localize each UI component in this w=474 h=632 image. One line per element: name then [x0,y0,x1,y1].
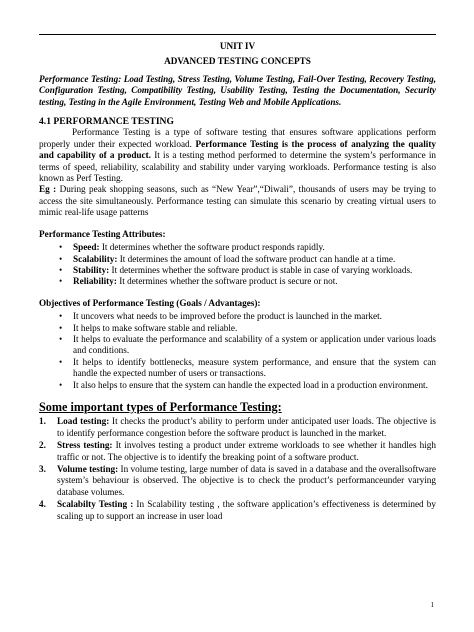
chapter-title: ADVANCED TESTING CONCEPTS [164,56,311,67]
attribute-text: It determines the amount of load the software product can handle at a time. [117,253,396,264]
list-item [39,380,436,391]
type-term: Volume testing: [57,464,119,474]
attribute-term: Stability: [73,264,110,275]
objective-text: It helps to identify bottlenecks, measure system performance, and ensure that the system can handle the expected number of users or transactions. [73,356,436,379]
attribute-text: It determines whether the software product is secure or not. [116,276,338,287]
list-item [39,499,436,522]
list-item [39,357,436,380]
objective-text: It helps to evaluate the performance and scalability of a system or application under various loads and conditions. [73,333,436,356]
list-item [39,254,436,265]
type-text: It involves testing a product under extreme workloads to see whether it handles high traffic or not. The objective is to identify the breaking point of a software product. [57,440,436,462]
section-heading: 4.1 PERFORMANCE TESTING [39,116,174,128]
attribute-term: Scalability: [73,253,118,264]
list-item [39,440,436,463]
attribute-term: Reliability: [73,276,117,287]
type-text: In volume testing, large number of data is saved in a database and the overallsoftware system’s behaviour is observed. The objective is to check the product’s performanceunder varying database volumes. [57,464,436,497]
bullet-icon: • [59,356,63,367]
intro-paragraph [39,127,436,184]
bullet-icon: • [59,264,63,275]
topics-list: Performance Testing: Load Testing, Stress Testing, Volume Testing, Fail-Over Testing, Recovery Testing, Configuration Testing, Compatibility Testing, Usability Testing, Testing the Documentation, Security testing, Testing in the Agile Environment, Testing Web and Mobile Applications. [39,73,436,107]
objective-text: It also helps to ensure that the system can handle the expected load in a production environment. [73,379,428,390]
unit-title: UNIT IV [219,41,256,51]
bullet-icon: • [59,253,63,264]
list-item [39,242,436,253]
type-term: Scalabilty Testing : [57,499,134,510]
type-term: Stress testing: [57,440,113,451]
type-text: In Scalability testing , the software application’s effectiveness is determined by scaling up to support an increase in user load [57,499,436,521]
bullet-icon: • [59,311,63,322]
objectives-heading: Objectives of Performance Testing (Goals / Advantages): [39,297,261,308]
list-item [39,464,436,498]
bullet-icon: • [59,276,63,287]
example-label: Eg : [39,184,57,195]
example-paragraph [39,184,436,218]
item-number: 1. [39,416,46,427]
document-page [39,38,436,523]
objectives-list [39,311,436,391]
example-text: During peak shopping seasons, such as “New Year”,“Diwali”, thousands of users may be trying to access the site simultaneously. Performance testing can simulate this scenario by creating virtual users to mimic real-life usage patterns [39,184,437,218]
objective-text: It uncovers what needs to be improved before the product is launched in the market. [73,311,382,322]
item-number: 2. [39,440,46,451]
attribute-text: It determines whether the software product is stable in case of varying workloads. [109,264,413,275]
list-item [39,265,436,276]
page-number: 1 [430,601,434,609]
item-number: 3. [39,464,46,474]
header-rule [39,34,436,35]
type-term: Load testing: [57,416,110,427]
list-item [39,276,436,287]
item-number: 4. [39,499,46,510]
intro-text-c: It is a testing method performed to determine the system’s performance in terms of speed, reliability, scalability and stability under varying workloads. Performance testing is also known as Perf Testing. [39,150,437,184]
list-item [39,334,436,357]
attributes-list [39,242,436,288]
list-item [39,416,436,439]
attribute-term: Speed: [73,242,100,253]
type-text: It checks the product’s ability to perform under anticipated user loads. The objective is to identify performance congestion before the software product is launched in the market. [57,416,437,438]
bullet-icon: • [59,333,63,344]
list-item [39,311,436,322]
bullet-icon: • [59,379,63,390]
objective-text: It helps to make software stable and reliable. [73,322,238,333]
intro-definition: Performance Testing is the process of analyzing the quality and capability of a product. [39,138,436,161]
types-heading: Some important types of Performance Testing: [39,399,282,414]
bullet-icon: • [59,242,63,253]
attributes-heading: Performance Testing Attributes: [39,228,166,239]
intro-text-a: Performance Testing is a type of software testing that ensures software applications perform properly under their expected workload. [39,127,436,149]
bullet-icon: • [59,322,63,333]
attribute-text: It determines whether the software product responds rapidly. [99,242,325,253]
types-list [39,416,436,522]
list-item [39,323,436,334]
